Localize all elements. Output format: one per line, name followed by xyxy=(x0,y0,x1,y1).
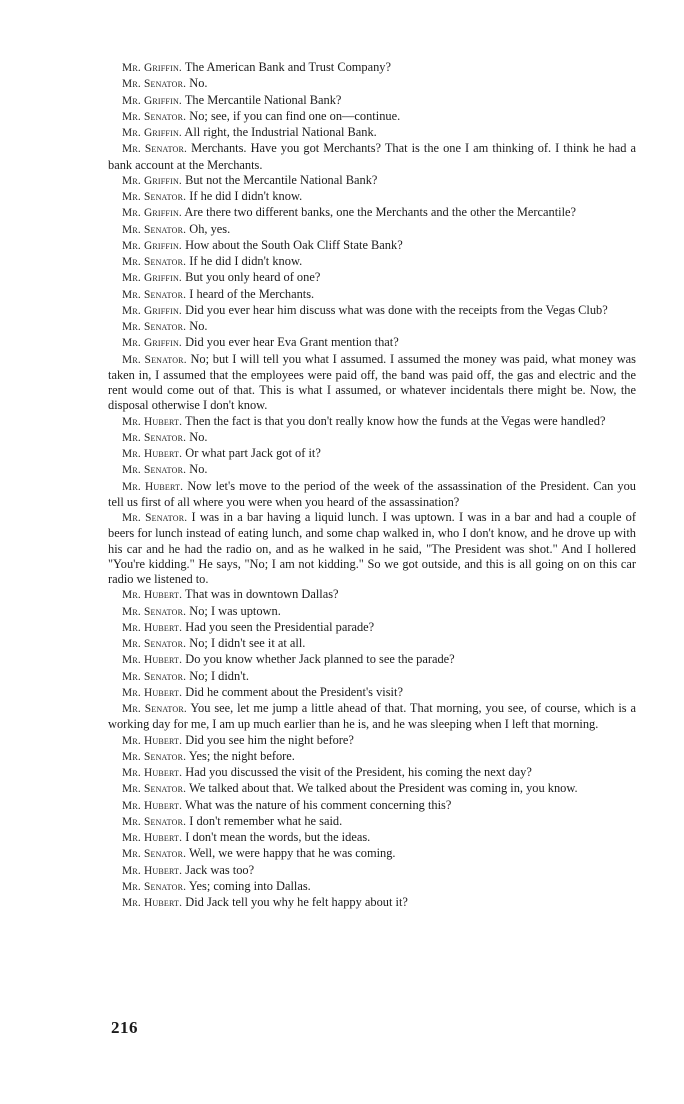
transcript-paragraph xyxy=(108,93,636,109)
speech-text: No; but I will tell you what I assumed. I assumed the money was paid, what money was taken in, I assumed that the employees were paid off, the band was paid off, the gas and electric and the rent would come out of that. This is what I assumed, or whatever incidentals there might be. Now, the disposal otherwise I don't know. xyxy=(108,351,636,413)
speaker-label: Mr. Hubert. xyxy=(122,589,183,602)
speech-text: Now let's move to the period of the week of the assassination of the President. Can you tell us first of all where you were when you heard of the assassination? xyxy=(108,478,636,509)
speech-text: We talked about that. We talked about the President was coming in, you know. xyxy=(186,781,578,796)
speech-text: No; I didn't see it at all. xyxy=(186,636,306,650)
speaker-label: Mr. Griffin. xyxy=(122,304,182,317)
speaker-label: Mr. Senator. xyxy=(122,880,187,893)
transcript-paragraph xyxy=(108,895,636,911)
speech-text: Are there two different banks, one the Merchants and the other the Mercantile? xyxy=(181,205,577,220)
transcript-paragraph xyxy=(108,189,636,205)
speaker-label: Mr. Senator. xyxy=(122,288,187,301)
transcript-paragraph xyxy=(108,685,636,701)
transcript-paragraph xyxy=(108,604,636,620)
transcript-paragraph xyxy=(108,446,636,462)
speaker-label: Mr. Hubert. xyxy=(122,654,183,667)
speech-text: No. xyxy=(186,319,208,333)
speech-text: Merchants. Have you got Merchants? That is the one I am thinking of. I think he had a bank account at the Merchants. xyxy=(108,141,636,172)
speaker-label: Mr. Senator. xyxy=(122,512,188,524)
speech-text: No; see, if you can find one on—continue. xyxy=(186,108,401,123)
transcript-paragraph xyxy=(108,60,636,76)
speech-text: Oh, yes. xyxy=(186,221,231,236)
speech-text: I don't mean the words, but the ideas. xyxy=(182,830,371,844)
speaker-label: Mr. Senator. xyxy=(122,78,187,91)
transcript-paragraph xyxy=(108,352,636,414)
speaker-label: Mr. Griffin. xyxy=(122,62,182,74)
transcript-paragraph xyxy=(108,430,636,446)
speech-text: Did you see him the night before? xyxy=(182,732,354,747)
speech-text: I don't remember what he said. xyxy=(186,813,343,828)
speech-text: If he did I didn't know. xyxy=(186,189,303,203)
transcript-paragraph xyxy=(108,303,636,319)
speech-text: I was in a bar having a liquid lunch. I was uptown. I was in a bar and had a couple of beers for lunch instead of eating lunch, and some chap walked in, who I don't know, and he drove up with his car and he had the radio on, and as he walked in he said, "The President was shot." And I hollered "You're kidding." He says, "No; I am not kidding." So we got outside, and this is all going on on this car radio we listened to. xyxy=(108,510,636,586)
speech-text: If he did I didn't know. xyxy=(186,254,303,268)
transcript-paragraph xyxy=(108,319,636,335)
speaker-label: Mr. Hubert. xyxy=(122,864,183,877)
transcript-paragraph xyxy=(108,733,636,749)
speaker-label: Mr. Senator. xyxy=(122,703,187,715)
speech-text: No. xyxy=(186,462,208,477)
transcript-paragraph xyxy=(108,173,636,189)
transcript-paragraph xyxy=(108,798,636,814)
speaker-label: Mr. Senator. xyxy=(122,638,187,650)
speech-text: Jack was too? xyxy=(182,862,255,877)
speech-text: Do you know whether Jack planned to see the parade? xyxy=(182,652,455,667)
speaker-label: Mr. Griffin. xyxy=(122,127,182,139)
speech-text: The American Bank and Trust Company? xyxy=(181,60,391,74)
transcript-paragraph xyxy=(108,814,636,830)
transcript-paragraph xyxy=(108,781,636,797)
transcript-paragraph xyxy=(108,830,636,846)
speaker-label: Mr. Senator. xyxy=(122,143,188,156)
transcript-paragraph xyxy=(108,462,636,478)
speaker-label: Mr. Senator. xyxy=(122,750,187,763)
speaker-label: Mr. Hubert. xyxy=(122,897,183,909)
speaker-label: Mr. Griffin. xyxy=(122,337,182,350)
speech-text: But not the Mercantile National Bank? xyxy=(181,172,378,187)
speaker-label: Mr. Senator. xyxy=(122,431,187,444)
transcript-paragraph xyxy=(108,238,636,254)
speech-text: No; I was uptown. xyxy=(186,603,281,618)
speech-text: No; I didn't. xyxy=(186,668,249,683)
transcript-paragraph xyxy=(108,636,636,652)
speech-text: Had you discussed the visit of the President, his coming the next day? xyxy=(182,765,532,779)
speech-text: Yes; the night before. xyxy=(186,748,295,763)
speech-text: No. xyxy=(186,429,208,444)
speaker-label: Mr. Senator. xyxy=(122,783,187,796)
speaker-label: Mr. Senator. xyxy=(122,321,187,333)
speaker-label: Mr. Senator. xyxy=(122,191,187,203)
speaker-label: Mr. Hubert. xyxy=(122,767,183,779)
speaker-label: Mr. Hubert. xyxy=(122,480,184,493)
transcript-paragraph xyxy=(108,863,636,879)
speech-text: Yes; coming into Dallas. xyxy=(186,878,311,893)
page-number: 216 xyxy=(111,1018,138,1037)
transcript-paragraph xyxy=(108,76,636,92)
transcript-paragraph xyxy=(108,125,636,141)
speaker-label: Mr. Senator. xyxy=(122,223,187,236)
speaker-label: Mr. Hubert. xyxy=(122,621,183,634)
speech-text: Then the fact is that you don't really know how the funds at the Vegas were handled? xyxy=(182,413,606,428)
speaker-label: Mr. Senator. xyxy=(122,464,187,477)
transcript-paragraph xyxy=(108,701,636,733)
speaker-label: Mr. Hubert. xyxy=(122,415,183,428)
speaker-label: Mr. Hubert. xyxy=(122,832,183,844)
speech-text: Well, we were happy that he was coming. xyxy=(186,846,396,861)
transcript-paragraph xyxy=(108,879,636,895)
transcript-paragraph xyxy=(108,510,636,587)
speaker-label: Mr. Senator. xyxy=(122,110,187,123)
transcript-paragraph xyxy=(108,587,636,603)
transcript-paragraph xyxy=(108,254,636,270)
speech-text: Did he comment about the President's visit? xyxy=(182,684,403,699)
speaker-label: Mr. Senator. xyxy=(122,848,187,861)
transcript-paragraph xyxy=(108,414,636,430)
transcript-paragraph xyxy=(108,205,636,221)
speech-text: That was in downtown Dallas? xyxy=(182,587,339,602)
speech-text: All right, the Industrial National Bank. xyxy=(181,125,377,139)
speech-text: No. xyxy=(186,76,208,91)
speech-text: You see, let me jump a little ahead of that. That morning, you see, of course, which is a working day for me, I am up much earlier than he is, and he was sleeping when I left that morning. xyxy=(108,701,636,732)
transcript-paragraph xyxy=(108,287,636,303)
transcript-paragraph xyxy=(108,620,636,636)
transcript-paragraph xyxy=(108,141,636,173)
speaker-label: Mr. Hubert. xyxy=(122,448,183,460)
speech-text: The Mercantile National Bank? xyxy=(181,92,342,107)
speaker-label: Mr. Griffin. xyxy=(122,174,182,187)
transcript-paragraph xyxy=(108,749,636,765)
speaker-label: Mr. Senator. xyxy=(122,353,187,366)
speaker-label: Mr. Hubert. xyxy=(122,686,183,699)
speech-text: I heard of the Merchants. xyxy=(186,286,315,301)
speech-text: How about the South Oak Cliff State Bank? xyxy=(181,237,403,252)
speaker-label: Mr. Hubert. xyxy=(122,734,183,747)
transcript-paragraph xyxy=(108,846,636,862)
speaker-label: Mr. Griffin. xyxy=(122,272,182,285)
speech-text: Or what part Jack got of it? xyxy=(182,446,321,460)
speech-text: What was the nature of his comment concerning this? xyxy=(182,797,452,812)
speaker-label: Mr. Griffin. xyxy=(122,239,182,252)
speaker-label: Mr. Senator. xyxy=(122,815,187,828)
transcript-paragraph xyxy=(108,109,636,125)
transcript-body xyxy=(108,60,636,911)
speaker-label: Mr. Griffin. xyxy=(122,94,182,107)
speech-text: Had you seen the Presidential parade? xyxy=(182,619,375,634)
speaker-label: Mr. Senator. xyxy=(122,605,187,618)
transcript-paragraph xyxy=(108,765,636,781)
transcript-paragraph xyxy=(108,222,636,238)
speech-text: Did you ever hear Eva Grant mention that? xyxy=(181,335,399,350)
transcript-paragraph xyxy=(108,270,636,286)
speaker-label: Mr. Hubert. xyxy=(122,799,183,812)
transcript-paragraph xyxy=(108,335,636,351)
speaker-label: Mr. Senator. xyxy=(122,256,187,268)
transcript-paragraph xyxy=(108,652,636,668)
speaker-label: Mr. Griffin. xyxy=(122,207,182,220)
speech-text: But you only heard of one? xyxy=(181,270,321,285)
transcript-paragraph xyxy=(108,479,636,511)
transcript-paragraph xyxy=(108,669,636,685)
speech-text: Did you ever hear him discuss what was done with the receipts from the Vegas Club? xyxy=(181,302,608,317)
speaker-label: Mr. Senator. xyxy=(122,670,187,683)
speech-text: Did Jack tell you why he felt happy about it? xyxy=(182,895,408,909)
